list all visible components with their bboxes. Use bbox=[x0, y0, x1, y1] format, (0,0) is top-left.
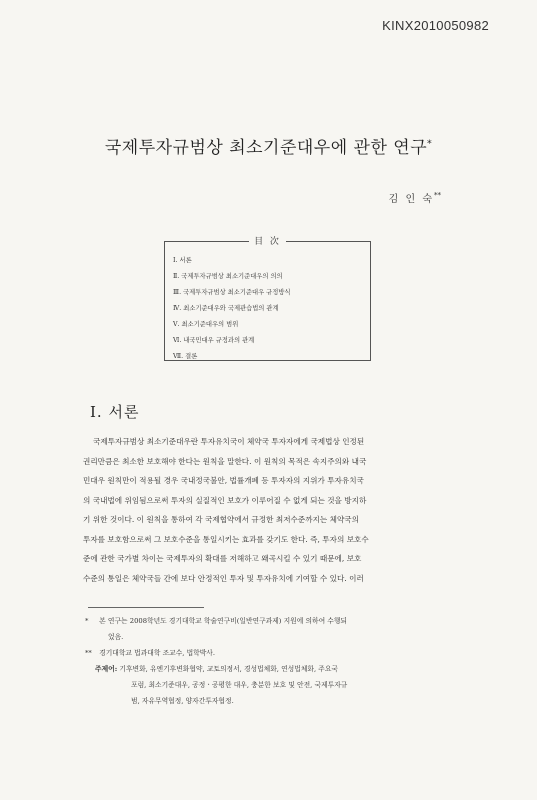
toc-heading bbox=[165, 234, 370, 247]
toc-item: Ⅵ. 내국민대우 규정과의 관계 bbox=[173, 337, 255, 344]
keywords-text: 기후변화, 유엔기후변화협약, 교토의정서, 경성법체화, 연성법체화, 주요국 bbox=[119, 665, 338, 673]
toc-item: Ⅱ. 국제투자규범상 최소기준대우의 의의 bbox=[173, 273, 283, 280]
footnote-1-continued: 었음. bbox=[108, 633, 124, 641]
toc-heading-text: 目 次 bbox=[249, 237, 286, 247]
paper-title bbox=[0, 133, 537, 158]
toc-item: Ⅲ. 국제투자규범상 최소기준대우 규정방식 bbox=[173, 289, 291, 296]
table-of-contents bbox=[164, 237, 371, 361]
toc-item: Ⅶ. 결론 bbox=[173, 353, 198, 360]
toc-item: Ⅳ. 최소기준대우와 국제관습법의 관계 bbox=[173, 305, 279, 312]
keywords-label: 주제어: bbox=[95, 665, 118, 673]
body-line: 수준의 통일은 체약국들 간에 보다 안정적인 투자 및 투자유치에 기여할 수 있다. 이러 bbox=[83, 573, 364, 583]
keywords-continued: 범, 자유무역협정, 양자간투자협정. bbox=[131, 697, 234, 705]
body-line: 권리만큼은 최소한 보호해야 한다는 원칙을 말한다. 이 원칙의 목적은 속지주의와 내국 bbox=[83, 456, 367, 466]
keywords bbox=[85, 661, 457, 677]
footnote-mark: ** bbox=[85, 649, 92, 657]
body-line: 기 위한 것이다. 이 원칙을 통하여 각 국제협약에서 규정한 최저수준까지는 체약국의 bbox=[83, 515, 359, 524]
author-name: 김 인 숙 bbox=[388, 194, 434, 205]
body-line: 준에 관한 국가별 차이는 국제투자의 확대를 저해하고 왜곡시킬 수 있기 때문에, 보호 bbox=[83, 554, 362, 563]
body-paragraph bbox=[83, 432, 456, 588]
footnote-2 bbox=[85, 645, 457, 661]
toc-item: Ⅴ. 최소기준대우의 범위 bbox=[173, 321, 239, 328]
footnote-divider bbox=[88, 607, 204, 608]
body-line: 의 국내법에 위임됨으로써 투자의 실질적인 보호가 이루어질 수 없게 되는 것을 방지하 bbox=[83, 495, 367, 505]
title-footnote-mark: * bbox=[427, 139, 433, 150]
section-heading: Ⅰ. 서론 bbox=[90, 403, 140, 421]
footnotes bbox=[85, 613, 457, 709]
toc-item: Ⅰ. 서론 bbox=[173, 257, 192, 264]
toc-list bbox=[173, 253, 291, 365]
document-id: KINX2010050982 bbox=[382, 18, 489, 33]
footnote-1 bbox=[85, 613, 457, 629]
footnote-text: 경기대학교 법과대학 조교수, 법학박사. bbox=[99, 649, 216, 657]
body-line: 민대우 원칙만이 적용될 경우 국내정국불안, 법률개폐 등 투자자의 지위가 투자유치국 bbox=[83, 476, 364, 485]
keywords-continued: 포럼, 최소기준대우, 공정ㆍ공평한 대우, 충분한 보호 및 안전, 국제투자규 bbox=[131, 681, 348, 689]
author-footnote-mark: ** bbox=[434, 191, 441, 200]
paper-title-text: 국제투자규범상 최소기준대우에 관한 연구 bbox=[104, 138, 428, 158]
footnote-mark: * bbox=[85, 617, 89, 625]
body-line: 투자를 보호함으로써 그 보호수준을 통일시키는 효과를 갖기도 한다. 즉, 투자의 보호수 bbox=[83, 534, 369, 544]
body-line: 국제투자규범상 최소기준대우란 투자유치국이 체약국 투자자에게 국제법상 인정된 bbox=[93, 437, 365, 446]
footnote-text: 본 연구는 2008학년도 경기대학교 학술연구비(일반연구과제) 지원에 의하여 수행되 bbox=[99, 617, 348, 625]
author bbox=[389, 190, 441, 205]
